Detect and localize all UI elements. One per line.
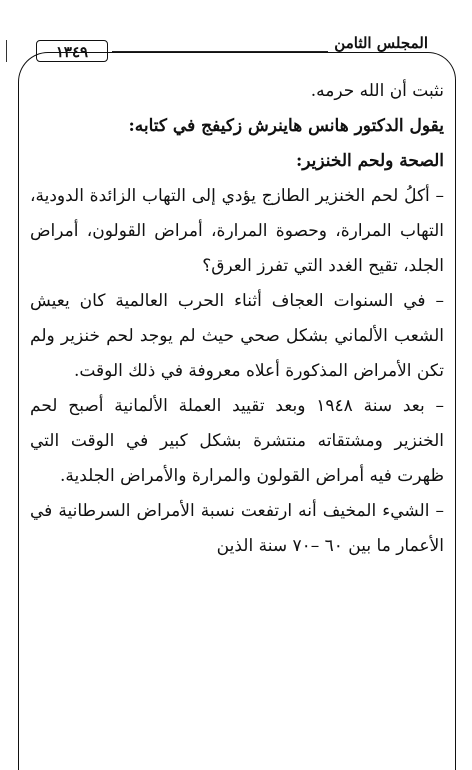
page-number: ١٣٤٩	[36, 40, 108, 62]
chapter-title: المجلس الثامن	[334, 34, 428, 52]
paragraph-after-1948: – بعد سنة ١٩٤٨ وبعد تقييد العملة الألمانية أصبح لحم الخنزير ومشتقاته منتشرة بشكل كبير في الوقت التي ظهرت فيه أمراض القولون والمرارة والأمراض الجلدية.	[30, 396, 444, 486]
opening-line: نثبت أن الله حرمه.	[310, 81, 444, 101]
page-body	[30, 74, 444, 564]
book-title: الصحة ولحم الخنزير:	[295, 151, 444, 171]
margin-rule	[6, 40, 7, 62]
paragraph-cancer-rates: – الشيء المخيف أنه ارتفعت نسبة الأمراض السرطانية في الأعمار ما بين ٦٠ –٧٠ سنة الذين	[30, 501, 444, 556]
paragraph-fresh-pork: – أكلُ لحم الخنزير الطازج يؤدي إلى التهاب الزائدة الدودية، التهاب المرارة، وحصوة المرارة، أمراض القولون، أمراض الجلد، تقيح الغدد التي تفرز العرق؟	[30, 186, 444, 276]
paragraph-war-years: – في السنوات العجاف أثناء الحرب العالمية كان يعيش الشعب الألماني بشكل صحي حيث لم يوجد لحم خنزير ولم تكن الأمراض المذكورة أعلاه معروفة في ذلك الوقت.	[30, 291, 444, 381]
section-heading: يقول الدكتور هانس هاينرش زكيفج في كتابه:	[128, 116, 444, 136]
